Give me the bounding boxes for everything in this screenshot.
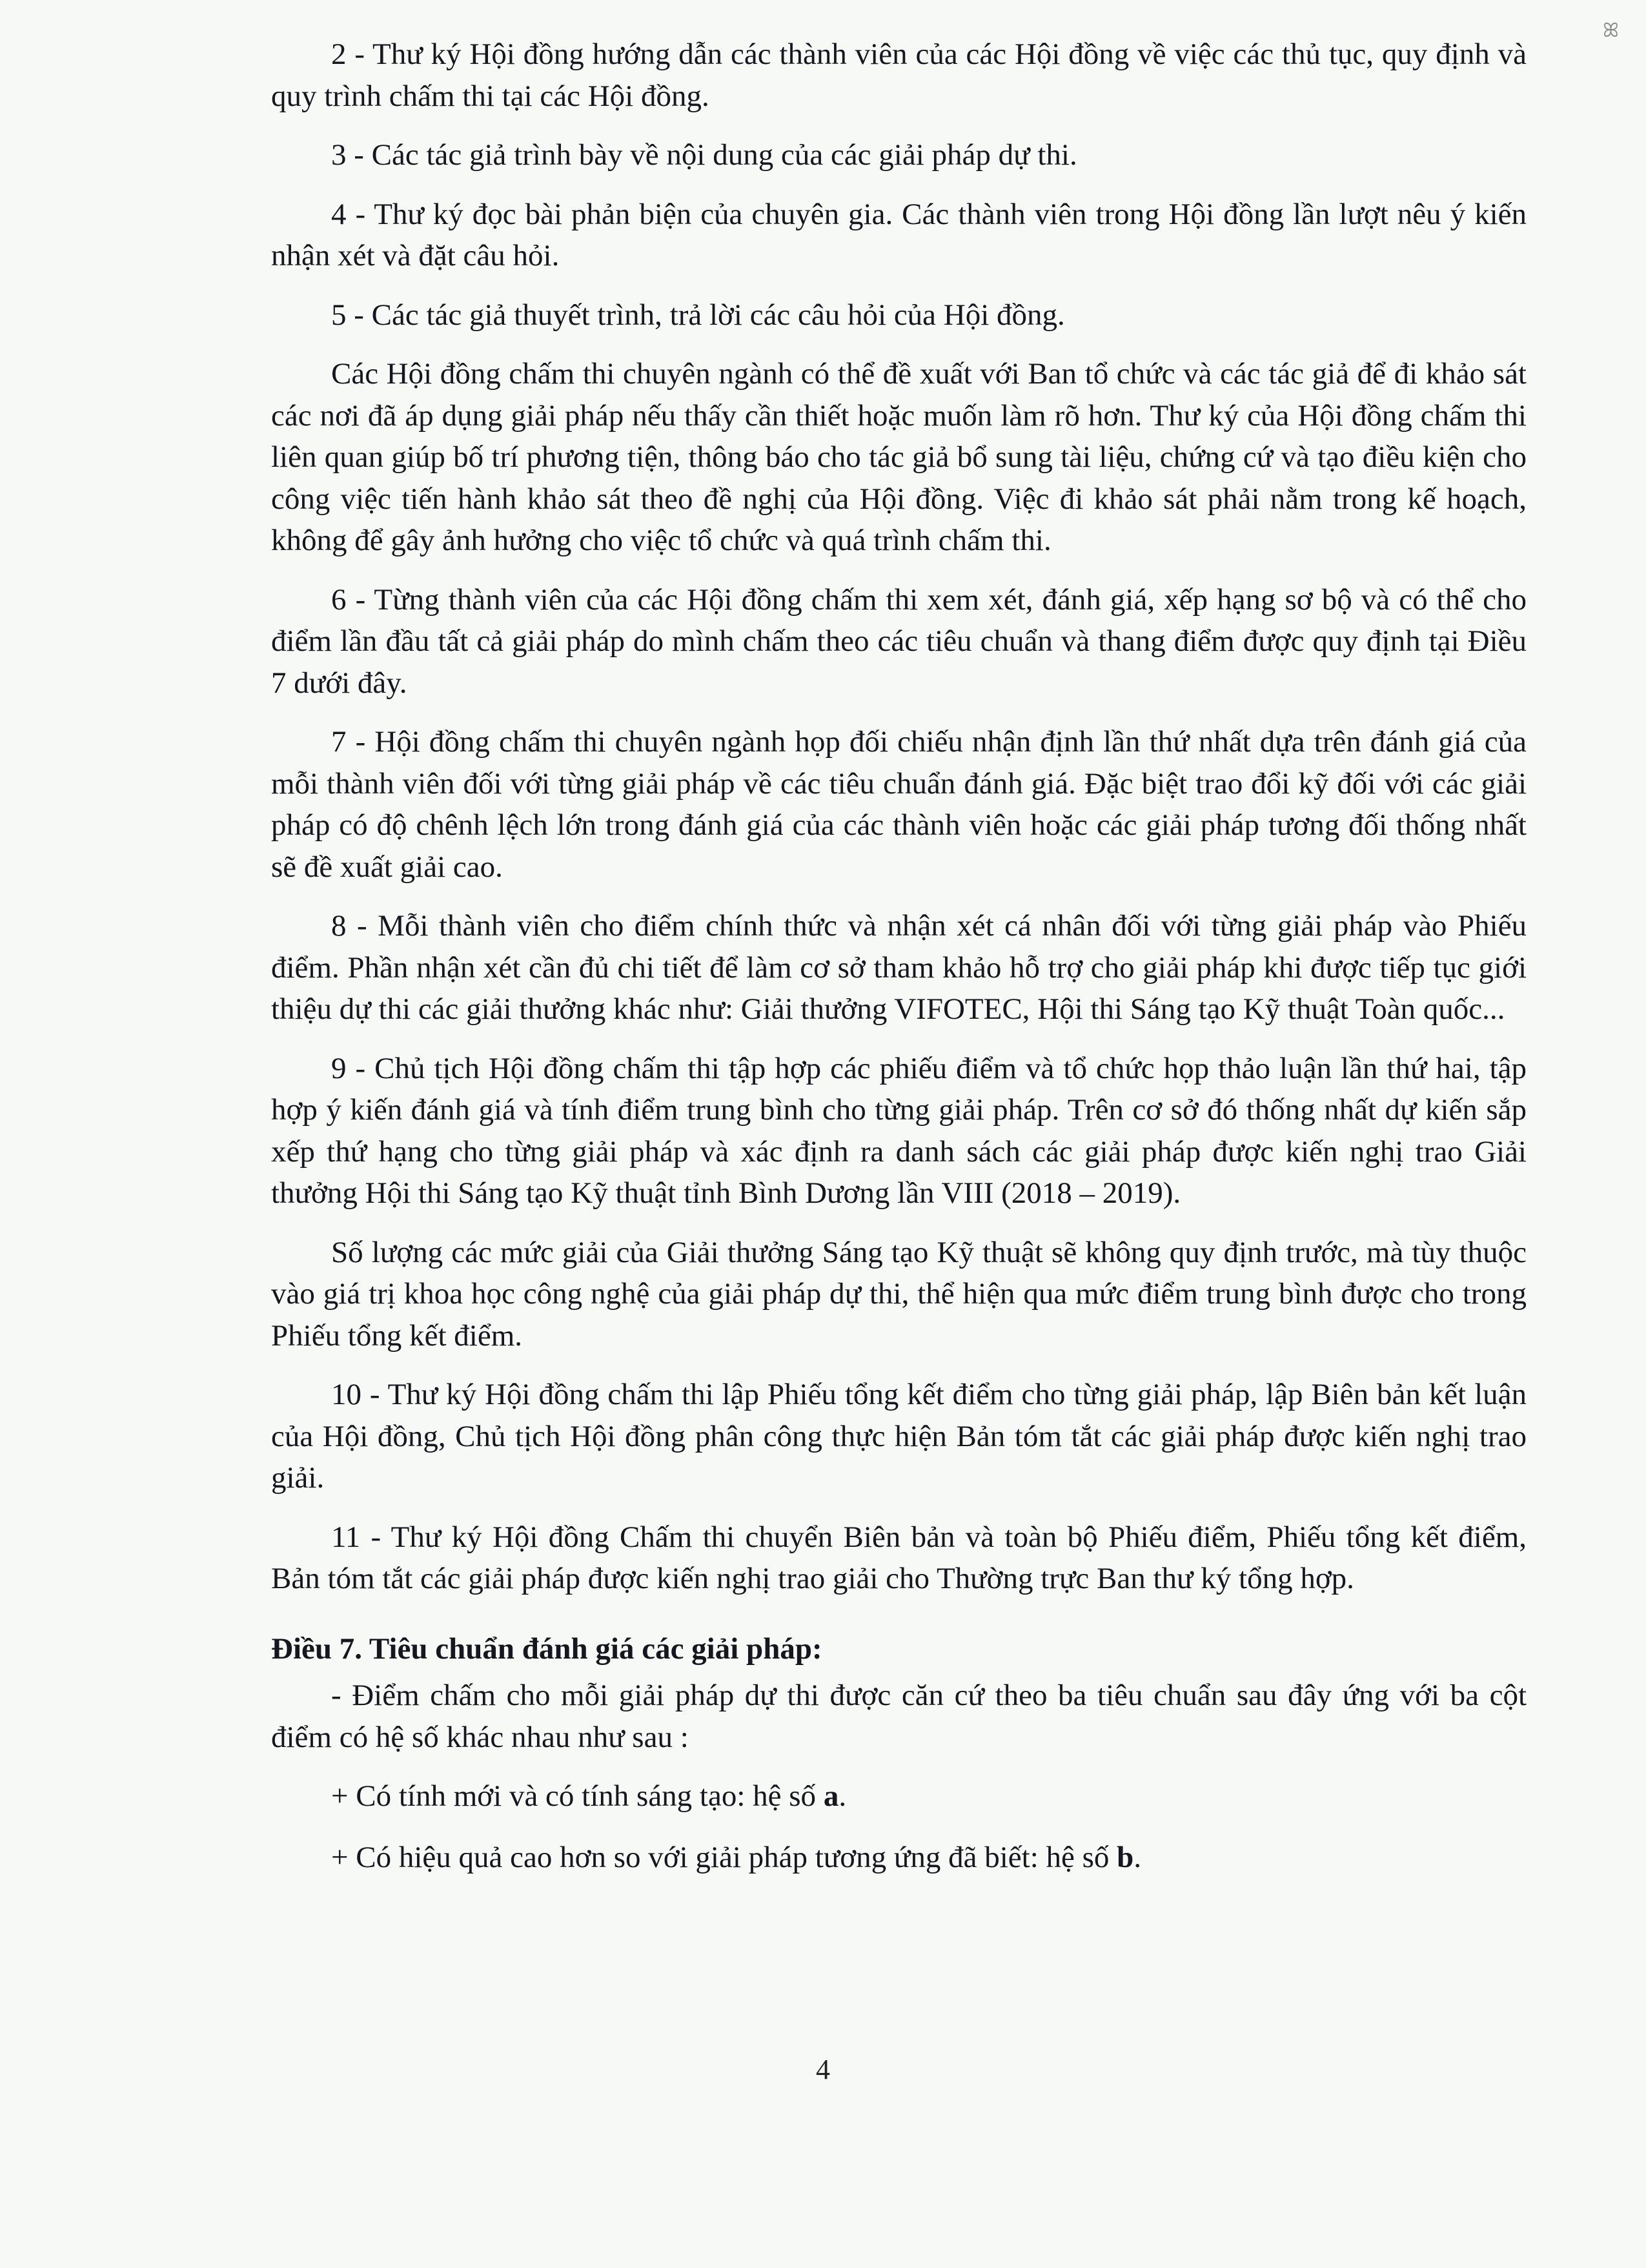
page-number: 4 <box>816 2054 830 2085</box>
paragraph-step-11: 11 - Thư ký Hội đồng Chấm thi chuyển Biên bản và toàn bộ Phiếu điểm, Phiếu tổng kết điểm, Bản tóm tắt các giải pháp được kiến nghị trao giải cho Thường trực Ban thư ký tổng hợp. <box>271 1520 1527 1595</box>
paragraph-step-10: 10 - Thư ký Hội đồng chấm thi lập Phiếu tổng kết điểm cho từng giải pháp, lập Biên bản kết luận của Hội đồng, Chủ tịch Hội đồng phân công thực hiện Bản tóm tắt các giải pháp được kiến nghị trao giải. <box>271 1378 1527 1495</box>
criterion-a <box>271 1775 1527 1817</box>
criterion-b-end: . <box>1133 1840 1142 1874</box>
document-body <box>271 34 1527 1897</box>
paragraph-step-9: 9 - Chủ tịch Hội đồng chấm thi tập hợp các phiếu điểm và tổ chức họp thảo luận lần thứ hai, tập hợp ý kiến đánh giá và tính điểm trung bình cho từng giải pháp. Trên cơ sở đó thống nhất dự kiến sắp xếp thứ hạng cho từng giải pháp và xác định ra danh sách các giải pháp được kiến nghị trao Giải thưởng Hội thi Sáng tạo Kỹ thuật tỉnh Bình Dương lần VIII (2018 – 2019). <box>271 1051 1527 1210</box>
paragraph-step-7: 7 - Hội đồng chấm thi chuyên ngành họp đối chiếu nhận định lần thứ nhất dựa trên đánh giá của mỗi thành viên đối với từng giải pháp về các tiêu chuẩn đánh giá. Đặc biệt trao đổi kỹ đối với các giải pháp có độ chênh lệch lớn trong đánh giá của các thành viên hoặc các giải pháp tương đối thống nhất sẽ đề xuất giải cao. <box>271 725 1527 884</box>
paragraph-step-6: 6 - Từng thành viên của các Hội đồng chấm thi xem xét, đánh giá, xếp hạng sơ bộ và có thể cho điểm lần đầu tất cả giải pháp do mình chấm theo các tiêu chuẩn và thang điểm được quy định tại Điều 7 dưới đây. <box>271 582 1527 700</box>
criterion-a-coefficient: a <box>823 1779 839 1813</box>
criterion-a-text: + Có tính mới và có tính sáng tạo: hệ số <box>331 1779 824 1813</box>
paragraph-step-8: 8 - Mỗi thành viên cho điểm chính thức và nhận xét cá nhân đối với từng giải pháp vào Phiếu điểm. Phần nhận xét cần đủ chi tiết để làm cơ sở tham khảo hỗ trợ cho giải pháp khi được tiếp tục giới thiệu dự thi các giải thưởng khác như: Giải thưởng VIFOTEC, Hội thi Sáng tạo Kỹ thuật Toàn quốc... <box>271 909 1527 1026</box>
paragraph-survey: Các Hội đồng chấm thi chuyên ngành có thể đề xuất với Ban tổ chức và các tác giả để đi khảo sát các nơi đã áp dụng giải pháp nếu thấy cần thiết hoặc muốn làm rõ hơn. Thư ký của Hội đồng chấm thi liên quan giúp bố trí phương tiện, thông báo cho tác giả bổ sung tài liệu, chứng cứ và tạo điều kiện cho công việc tiến hành khảo sát theo đề nghị của Hội đồng. Việc đi khảo sát phải nằm trong kế hoạch, không để gây ảnh hưởng cho việc tổ chức và quá trình chấm thi. <box>271 357 1527 557</box>
criterion-b-text: + Có hiệu quả cao hơn so với giải pháp tương ứng đã biết: hệ số <box>331 1840 1117 1874</box>
criterion-b <box>271 1837 1527 1879</box>
paragraph-step-2: 2 - Thư ký Hội đồng hướng dẫn các thành viên của các Hội đồng về việc các thủ tục, quy định và quy trình chấm thi tại các Hội đồng. <box>271 37 1527 113</box>
corner-stamp-mark: ꕤ <box>1603 19 1619 42</box>
criterion-b-coefficient: b <box>1117 1840 1134 1874</box>
paragraph-step-3: 3 - Các tác giả trình bày về nội dung của các giải pháp dự thi. <box>331 138 1077 172</box>
paragraph-step-4: 4 - Thư ký đọc bài phản biện của chuyên gia. Các thành viên trong Hội đồng lần lượt nêu ý kiến nhận xét và đặt câu hỏi. <box>271 197 1527 272</box>
criterion-a-end: . <box>838 1779 847 1813</box>
paragraph-step-5: 5 - Các tác giả thuyết trình, trả lời các câu hỏi của Hội đồng. <box>331 298 1065 332</box>
article-7-heading: Điều 7. Tiêu chuẩn đánh giá các giải pháp: <box>271 1631 822 1666</box>
article-7-intro: - Điểm chấm cho mỗi giải pháp dự thi được căn cứ theo ba tiêu chuẩn sau đây ứng với ba cột điểm có hệ số khác nhau như sau : <box>271 1679 1527 1754</box>
paragraph-prize-levels: Số lượng các mức giải của Giải thưởng Sáng tạo Kỹ thuật sẽ không quy định trước, mà tùy thuộc vào giá trị khoa học công nghệ của giải pháp dự thi, thể hiện qua mức điểm trung bình được cho trong Phiếu tổng kết điểm. <box>271 1235 1527 1353</box>
